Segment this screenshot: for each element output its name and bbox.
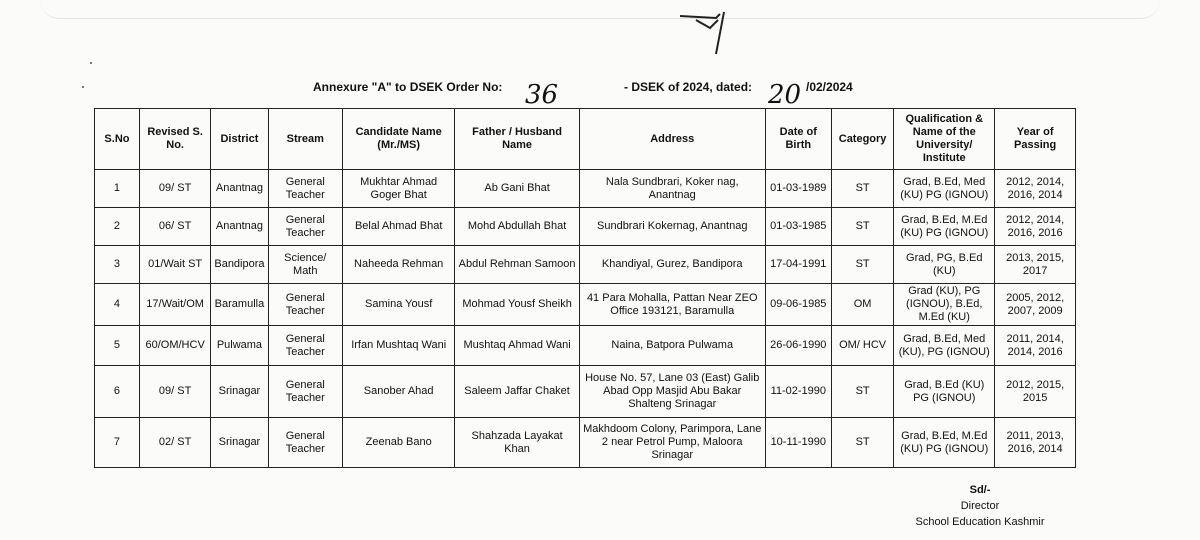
table-cell: OM [831, 284, 893, 326]
table-cell: ST [831, 246, 893, 284]
dsek-label: - DSEK of 2024, dated: [624, 80, 753, 94]
table-cell: 11-02-1990 [765, 366, 831, 418]
table-cell: General Teacher [268, 170, 343, 208]
table-cell: General Teacher [268, 208, 343, 246]
table-cell: General Teacher [268, 418, 343, 468]
table-cell: 09-06-1985 [765, 284, 831, 326]
table-cell: Grad, B.Ed (KU) PG (IGNOU) [894, 366, 995, 418]
annexure-header [0, 80, 1200, 110]
table-row [95, 366, 1076, 418]
table-cell: 2012, 2014, 2016, 2014 [995, 170, 1076, 208]
table-cell: 09/ ST [139, 170, 210, 208]
table-cell: Grad, PG, B.Ed (KU) [894, 246, 995, 284]
table-cell: Anantnag [211, 208, 268, 246]
table-cell: ST [831, 208, 893, 246]
handwritten-mark [676, 8, 736, 58]
table-cell: 26-06-1990 [765, 326, 831, 366]
table-header-row [95, 109, 1076, 170]
table-cell: Bandipora [211, 246, 268, 284]
order-number: 36 [525, 80, 559, 110]
table-row [95, 418, 1076, 468]
table-cell: 2012, 2014, 2016, 2016 [995, 208, 1076, 246]
table-cell: Zeenab Bano [343, 418, 455, 468]
table-cell: House No. 57, Lane 03 (East) Galib Abad Opp Masjid Abu Bakar Shalteng Srinagar [579, 366, 765, 418]
table-cell: Sundbrari Kokernag, Anantnag [579, 208, 765, 246]
table-cell: Anantnag [211, 170, 268, 208]
table-cell: 17/Wait/OM [139, 284, 210, 326]
col-header: Category [831, 109, 893, 170]
table-cell: Pulwama [211, 326, 268, 366]
table-cell: 10-11-1990 [765, 418, 831, 468]
table-cell: 2011, 2014, 2014, 2016 [995, 326, 1076, 366]
table-cell: General Teacher [268, 326, 343, 366]
table-cell: 06/ ST [139, 208, 210, 246]
table-row [95, 246, 1076, 284]
signatory-designation: Director [960, 500, 1000, 512]
table-cell: Samina Yousf [343, 284, 455, 326]
table-cell: 01-03-1985 [765, 208, 831, 246]
table-cell: Naheeda Rehman [343, 246, 455, 284]
speck [90, 62, 92, 64]
table-cell: 2013, 2015, 2017 [995, 246, 1076, 284]
candidate-table [94, 108, 1076, 468]
table-cell: Grad, B.Ed, M.Ed (KU) PG (IGNOU) [894, 208, 995, 246]
table-cell: Naina, Batpora Pulwama [579, 326, 765, 366]
col-header: Candidate Name (Mr./MS) [343, 109, 455, 170]
table-cell: 6 [95, 366, 140, 418]
table-row [95, 170, 1076, 208]
table-cell: 2011, 2013, 2016, 2014 [995, 418, 1076, 468]
table-cell: Mohmad Yousf Sheikh [455, 284, 580, 326]
table-cell: 01/Wait ST [139, 246, 210, 284]
table-cell: 02/ ST [139, 418, 210, 468]
table-cell: OM/ HCV [831, 326, 893, 366]
table-cell: Mushtaq Ahmad Wani [455, 326, 580, 366]
col-header: Date of Birth [765, 109, 831, 170]
table-cell: Belal Ahmad Bhat [343, 208, 455, 246]
table-cell: Khandiyal, Gurez, Bandipora [579, 246, 765, 284]
annexure-label: Annexure "A" to DSEK Order No: [313, 80, 503, 94]
table-cell: ST [831, 418, 893, 468]
table-cell: Srinagar [211, 418, 268, 468]
col-header: District [211, 109, 268, 170]
table-cell: Sanober Ahad [343, 366, 455, 418]
table-row [95, 284, 1076, 326]
table-cell: Nala Sundbrari, Koker nag, Anantnag [579, 170, 765, 208]
table-cell: Grad, B.Ed, Med (KU), PG (IGNOU) [894, 326, 995, 366]
date-day: 20 [768, 80, 802, 110]
col-header: Revised S. No. [139, 109, 210, 170]
signature-block [880, 482, 1080, 530]
col-header: Address [579, 109, 765, 170]
date-month-year: /02/2024 [806, 80, 853, 94]
table-cell: Abdul Rehman Samoon [455, 246, 580, 284]
table-cell: 3 [95, 246, 140, 284]
table-cell: Irfan Mushtaq Wani [343, 326, 455, 366]
table-cell: ST [831, 366, 893, 418]
table-cell: General Teacher [268, 366, 343, 418]
col-header: S.No [95, 109, 140, 170]
table-cell: Science/ Math [268, 246, 343, 284]
table-cell: 4 [95, 284, 140, 326]
table-cell: 1 [95, 170, 140, 208]
signature-mark: Sd/- [969, 484, 991, 496]
col-header: Qualification & Name of the University/ Institute [894, 109, 995, 170]
table-cell: 41 Para Mohalla, Pattan Near ZEO Office 193121, Baramulla [579, 284, 765, 326]
table-cell: Ab Gani Bhat [455, 170, 580, 208]
table-cell: Mohd Abdullah Bhat [455, 208, 580, 246]
table-cell: 60/OM/HCV [139, 326, 210, 366]
table-cell: 5 [95, 326, 140, 366]
table-cell: 2005, 2012, 2007, 2009 [995, 284, 1076, 326]
col-header: Year of Passing [995, 109, 1076, 170]
table-cell: Grad, B.Ed, Med (KU) PG (IGNOU) [894, 170, 995, 208]
table-cell: 7 [95, 418, 140, 468]
table-row [95, 208, 1076, 246]
table-cell: General Teacher [268, 284, 343, 326]
table-cell: 2012, 2015, 2015 [995, 366, 1076, 418]
table-cell: 01-03-1989 [765, 170, 831, 208]
table-cell: Baramulla [211, 284, 268, 326]
col-header: Father / Husband Name [455, 109, 580, 170]
table-cell: Shahzada Layakat Khan [455, 418, 580, 468]
table-cell: Saleem Jaffar Chaket [455, 366, 580, 418]
page-edge [40, 0, 1160, 19]
table-cell: 09/ ST [139, 366, 210, 418]
table-row [95, 326, 1076, 366]
col-header: Stream [268, 109, 343, 170]
signatory-office: School Education Kashmir [915, 516, 1045, 528]
table-cell: 17-04-1991 [765, 246, 831, 284]
table-cell: Makhdoom Colony, Parimpora, Lane 2 near Petrol Pump, Maloora Srinagar [579, 418, 765, 468]
table-cell: Grad, B.Ed, M.Ed (KU) PG (IGNOU) [894, 418, 995, 468]
table-cell: Grad (KU), PG (IGNOU), B.Ed, M.Ed (KU) [894, 284, 995, 326]
table-cell: 2 [95, 208, 140, 246]
table-cell: ST [831, 170, 893, 208]
table-cell: Srinagar [211, 366, 268, 418]
table-cell: Mukhtar Ahmad Goger Bhat [343, 170, 455, 208]
